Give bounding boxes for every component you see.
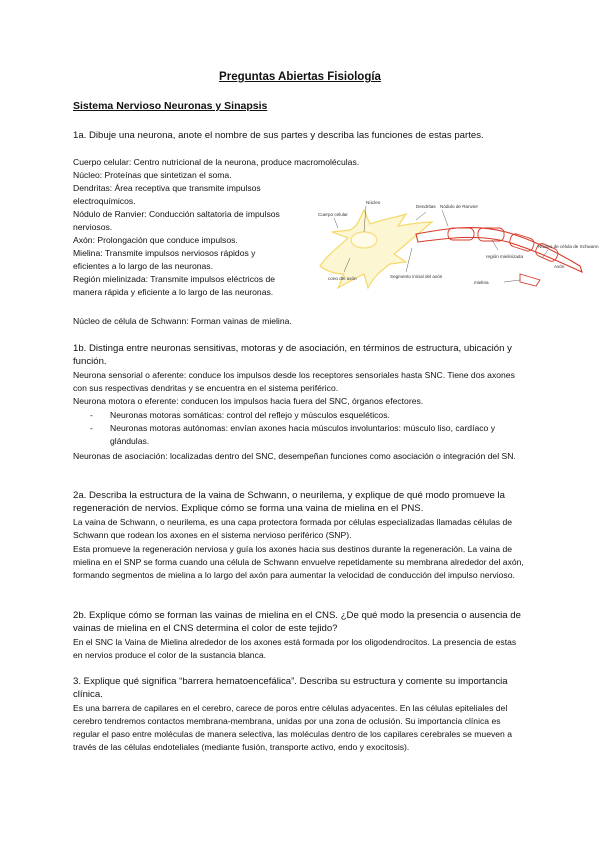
label-dendritas: Dendritas — [416, 204, 436, 209]
answer-1b-line-2: Neurona motora o eferente: conducen los impulsos hacia fuera del SNC, órganos efectores. — [73, 396, 424, 406]
list-item-text: Neuronas motoras autónomas: envían axones hacia músculos involuntarios: músculo liso, cardíaco y glándulas. — [110, 423, 496, 447]
label-cono-axon: cono del axón — [328, 276, 357, 281]
label-segmento-inicial: Segmento inicial del axón — [390, 274, 443, 279]
answer-1b-line-1: Neurona sensorial o aferente: conduce los impulsos desde los receptores sensoriales hasta SNC. Tiene dos axones con sus respectivas dendritas y se encuentra en el sistema periférico. — [73, 370, 515, 394]
document-title: Preguntas Abiertas Fisiología — [219, 71, 381, 83]
answer-1a-line-8: Núcleo de célula de Schwann: Forman vainas de mielina. — [73, 316, 292, 326]
list-item — [85, 409, 525, 422]
label-nucleo-schwann: Núcleo de célula de Schwann — [538, 244, 599, 249]
section-title: Sistema Nervioso Neuronas y Sinapsis — [73, 100, 268, 112]
answer-2a-line-2: Esta promueve la regeneración nerviosa y guía los axones hacia sus destinos durante la regeneración. La vaina de mielina en el SNP se forma cuando una célula de Schwann envuelve repetidamente su membrana alrededor del axón, formando segmentos de mielina a lo largo del axón para aumentar la velocidad de conducción del impulso nervioso. — [73, 544, 524, 581]
answer-1a-line-2: Núcleo: Proteínas que sintetizan el soma. — [73, 170, 232, 180]
list-item-text: Neuronas motoras somáticas: control del reflejo y músculos esqueléticos. — [110, 410, 390, 420]
question-2a: 2a. Describa la estructura de la vaina de Schwann, o neurilema, y explique de qué modo promueve la regeneración de nervios. Explique cómo se forma una vaina de mielina en el PNS. — [73, 490, 505, 514]
label-axon-terminal: Axón — [554, 264, 565, 269]
answer-1a-line-4: Nódulo de Ranvier: Conducción saltatoria de impulsos nerviosos. — [73, 209, 280, 233]
answer-1a-line-6: Mielina: Transmite impulsos nerviosos rápidos y eficientes a lo largo de las neuronas. — [73, 248, 256, 272]
label-nodulo-ranvier: Nódulo de Ranvier — [440, 204, 479, 209]
answer-2a-line-1: La vaina de Schwann, o neurilema, es una capa protectora formada por células especializadas llamadas células de Schwann que rodean los axones en el sistema nervioso periférico (SNP). — [73, 517, 513, 541]
label-mielina: mielina — [474, 280, 489, 285]
label-nucleo: Núcleo — [366, 200, 381, 205]
question-1a: 1a. Dibuje una neurona, anote el nombre de sus partes y describa las funciones de estas partes. — [73, 130, 484, 141]
list-item — [85, 422, 525, 448]
question-1b: 1b. Distinga entre neuronas sensitivas, motoras y de asociación, en términos de estructura, ubicación y función. — [73, 343, 512, 367]
motor-neuron-list — [85, 409, 525, 448]
neuron-nucleus-shape — [351, 232, 377, 248]
bullet-dash: - — [90, 410, 93, 420]
answer-3-line-1: Es una barrera de capilares en el cerebro, carece de poros entre células adyacentes. En las células epiteliales del cerebro tendremos contactos membrana-membrana, unidas por una zona de oclusión. Su importancia clínica es regular el paso entre moléculas de manera selectiva, las moléculas dentro de los capilares cerebrales se mueven a través de las células endoteliales (mediante fusión, transporte activo, endo y exocitosis). — [73, 703, 512, 753]
question-2b: 2b. Explique cómo se forman las vainas de mielina en el CNS. ¿De qué modo la presencia o ausencia de vainas de mielina en el CNS determina el color de este tejido? — [73, 610, 521, 634]
axon-terminal-shape — [520, 274, 540, 286]
answer-1b-closing: Neuronas de asociación: localizadas dentro del SNC, desempeñan funciones como asociación o integración del SN. — [73, 451, 516, 461]
neuron-diagram — [298, 188, 599, 300]
label-region-mielinizada: región mielinizada — [486, 254, 524, 259]
answer-1a-line-1: Cuerpo celular: Centro nutricional de la neurona, produce macromoléculas. — [73, 157, 360, 167]
question-3: 3. Explique qué significa “barrera hematoencefálica”. Describa su estructura y comente su importancia clínica. — [73, 676, 508, 700]
myelin-segment — [508, 233, 535, 253]
answer-2b-line-1: En el SNC la Vaina de Mielina alrededor de los axones está formada por los oligodendrocitos. La presencia de estas en nervios produce el color de la sustancia blanca. — [73, 637, 517, 661]
bullet-dash: - — [90, 423, 93, 434]
answer-1a-line-7: Región mielinizada: Transmite impulsos eléctricos de manera rápida y eficiente a lo largo de las neuronas. — [73, 274, 276, 298]
label-cuerpo-celular: Cuerpo celular — [318, 212, 348, 217]
answer-1a-line-5: Axón: Prolongación que conduce impulsos. — [73, 235, 238, 245]
answer-1a-line-3: Dendritas: Área receptiva que transmite impulsos electroquímicos. — [73, 183, 261, 207]
